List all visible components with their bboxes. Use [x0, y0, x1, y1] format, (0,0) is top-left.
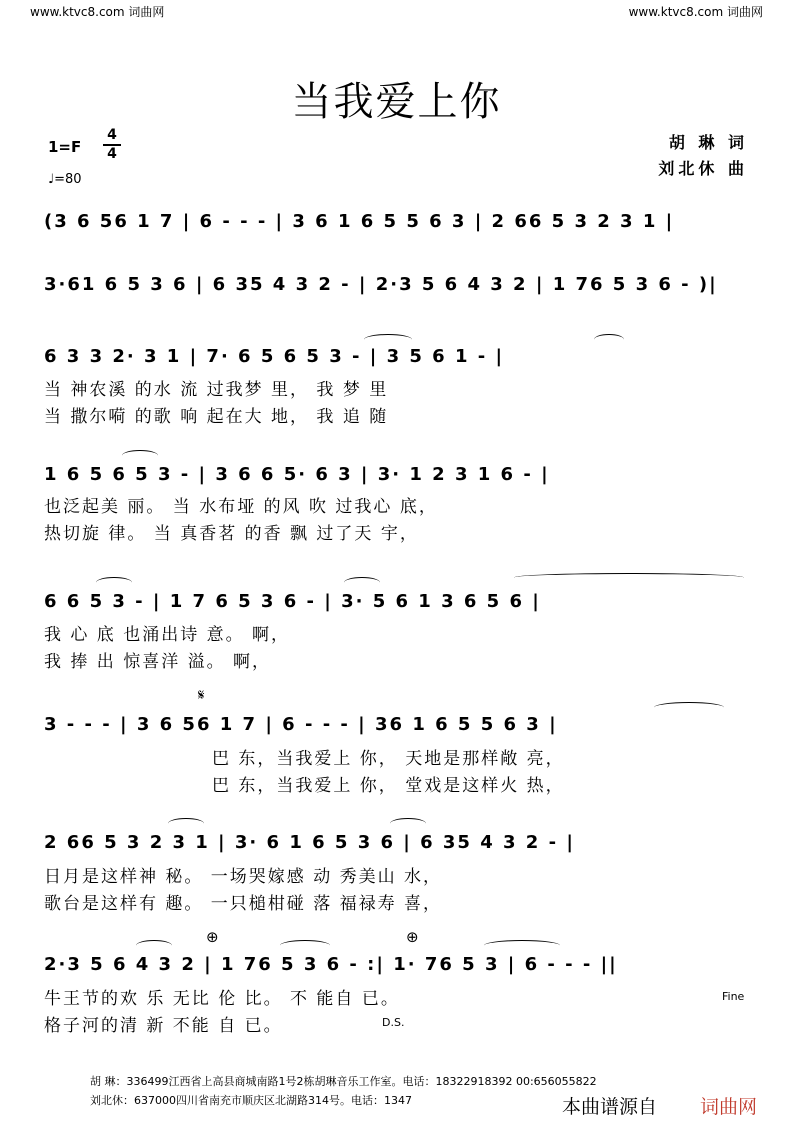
slur: [594, 334, 624, 345]
notes-staff-4: 1 6 5 6 5 3 - | 3 6 6 5· 6 3 | 3· 1 2 3 1 6 - |: [44, 464, 550, 485]
lyrics-1-verse-1: 当 神农溪 的水 流 过我梦 里， 我 梦 里: [44, 380, 389, 400]
notes-staff-8: 2·3 5 6 4 3 2 | 1 76 5 3 6 - :| 1· 76 5 3 | 6 - - - ||: [44, 954, 618, 975]
staff-2: [44, 268, 756, 308]
notes-staff-2: 3·61 6 5 3 6 | 6 35 4 3 2 - | 2·3 5 6 4 3 2 | 1 76 5 3 6 - )|: [44, 274, 718, 295]
lyrics-5-verse-2: 歌台是这样有 趣。 一只槌柑碰 落 福禄寿 喜，: [44, 894, 443, 914]
lyrics-2-verse-1: 也泛起美 丽。 当 水布垭 的风 吹 过我心 底，: [44, 497, 438, 517]
watermark-right: www.ktvc8.com 词曲网: [628, 5, 763, 19]
footer-contact-2: 刘北休：637000四川省南充市顺庆区北湖路314号。电话：1347: [90, 1094, 412, 1107]
fine-mark: Fine: [722, 990, 745, 1003]
lyrics-2-verse-2: 热切旋 律。 当 真香茗 的香 飘 过了天 宇，: [44, 524, 419, 544]
staff-5: [44, 585, 756, 625]
slur: [344, 577, 380, 588]
coda-icon: ⊕: [206, 928, 219, 946]
lyrics-1-verse-2: 当 撒尔嗬 的歌 响 起在大 地， 我 追 随: [44, 407, 389, 427]
notes-staff-7: 2 66 5 3 2 3 1 | 3· 6 1 6 5 3 6 | 6 35 4 3 2 - |: [44, 832, 575, 853]
slur: [136, 940, 172, 951]
notes-staff-3: 6 3 3 2· 3 1 | 7· 6 5 6 5 3 - | 3 5 6 1 - |: [44, 346, 505, 367]
slur: [280, 940, 330, 951]
notes-staff-1: (3 6 56 1 7 | 6 - - - | 3 6 1 6 5 5 6 3 | 2 66 5 3 2 3 1 |: [44, 211, 675, 232]
song-title: 当我爱上你: [291, 79, 502, 125]
key-signature: 1=F: [48, 138, 82, 156]
footer-contact-1: 胡 琳：336499江西省上高县商城南路1号2栋胡琳音乐工作室。电话：18322918392 00:656055822: [90, 1075, 597, 1088]
lyrics-4-verse-2: 巴 东，当我爱上 你， 堂戏是这样火 热，: [212, 776, 565, 796]
tempo-mark: ♩=80: [48, 172, 82, 187]
site-logo: 词曲网: [700, 1096, 758, 1118]
time-signature: [103, 128, 121, 162]
lyrics-3-verse-1: 我 心 底 也涌出诗 意。 啊，: [44, 625, 291, 645]
ds-mark: D.S.: [382, 1016, 405, 1029]
lyrics-6-verse-1: 牛王节的欢 乐 无比 伦 比。 不 能自 已。: [44, 989, 400, 1009]
coda-icon: ⊕: [406, 928, 419, 946]
lyrics-6-verse-2: 格子河的清 新 不能 自 已。: [44, 1016, 283, 1036]
slur: [364, 334, 412, 345]
staff-6: [44, 708, 756, 748]
source-label: 本曲谱源自: [562, 1096, 658, 1118]
staff-1: [44, 205, 756, 245]
lyrics-5-verse-1: 日月是这样神 秘。 一场哭嫁感 动 秀美山 水，: [44, 867, 443, 887]
staff-8: [44, 948, 756, 988]
lyricist-credit: 胡 琳 词: [668, 133, 748, 152]
slur: [122, 450, 158, 461]
time-sig-top: 4: [107, 127, 117, 143]
composer-credit: 刘北休 曲: [658, 159, 748, 178]
slur: [96, 577, 132, 588]
slur: [484, 940, 560, 951]
notes-staff-6: 3 - - - | 3 6 56 1 7 | 6 - - - | 36 1 6 5 5 6 3 |: [44, 714, 558, 735]
slur: [514, 573, 744, 582]
notes-staff-5: 6 6 5 3 - | 1 7 6 5 3 6 - | 3· 5 6 1 3 6 5 6 |: [44, 591, 541, 612]
staff-3: [44, 340, 756, 380]
segno-icon: 𝄋: [198, 686, 205, 704]
staff-7: [44, 826, 756, 866]
slur: [654, 702, 724, 713]
slur: [390, 818, 426, 829]
slur: [168, 818, 204, 829]
watermark-left: www.ktvc8.com 词曲网: [30, 5, 165, 19]
time-sig-bottom: 4: [107, 146, 117, 162]
lyrics-3-verse-2: 我 捧 出 惊喜洋 溢。 啊，: [44, 652, 272, 672]
lyrics-4-verse-1: 巴 东，当我爱上 你， 天地是那样敞 亮，: [212, 749, 565, 769]
